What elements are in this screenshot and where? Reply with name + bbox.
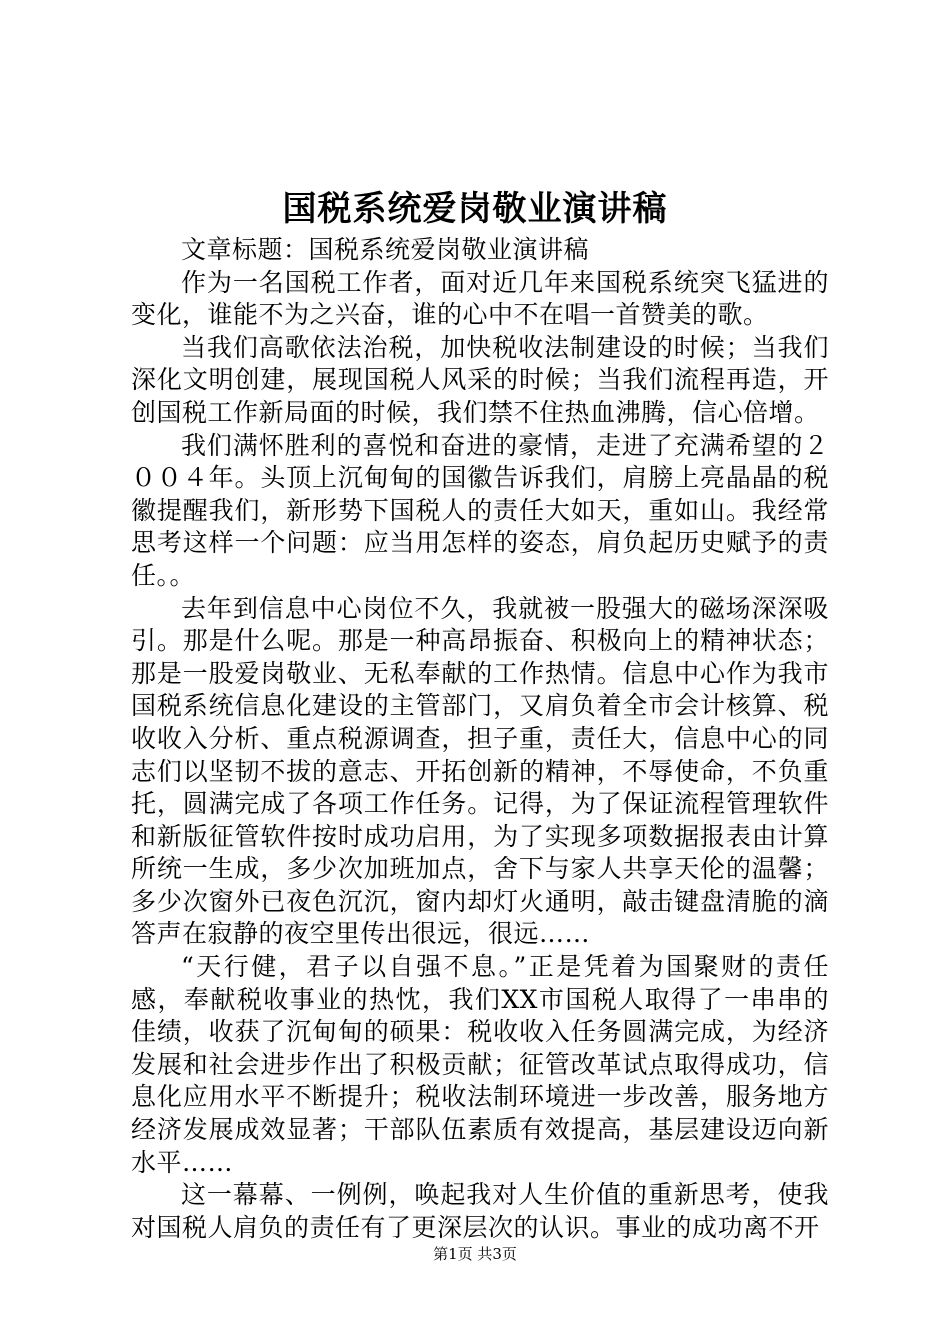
paragraph: 我们满怀胜利的喜悦和奋进的豪情，走进了充满希望的２００４年。头顶上沉甸甸的国徽告诉我们，肩膀上亮晶晶的税徽提醒我们，新形势下国税人的责任大如天，重如山。我经常思考这样一个问题：应当用怎样的姿态，肩负起历史赋予的责任。。 bbox=[131, 430, 829, 590]
paragraph: 文章标题：国税系统爱岗敬业演讲稿 bbox=[181, 235, 590, 264]
paragraph: 当我们高歌依法治税，加快税收法制建设的时候；当我们深化文明创建，展现国税人风采的时候；当我们流程再造，开创国税工作新局面的时候，我们禁不住热血沸腾，信心倍增。 bbox=[131, 332, 829, 427]
paragraph: 作为一名国税工作者，面对近几年来国税系统突飞猛进的变化，谁能不为之兴奋，谁的心中不在唱一首赞美的歌。 bbox=[131, 267, 829, 330]
paragraph: “天行健，君子以自强不息。”正是凭着为国聚财的责任感，奉献税收事业的热忱，我们XX市国税人取得了一串串的佳绩，收获了沉甸甸的硕果：税收收入任务圆满完成，为经济发展和社会进步作出了积极贡献；征管改革试点取得成功，信息化应用水平不断提升；税收法制环境进一步改善，服务地方经济发展成效显著；干部队伍素质有效提高，基层建设迈向新水平…… bbox=[131, 952, 829, 1177]
paragraph: 这一幕幕、一例例，唤起我对人生价值的重新思考，使我对国税人肩负的责任有了更深层次的认识。事业的成功离不开 bbox=[131, 1180, 829, 1242]
document-title: 国税系统爱岗敬业演讲稿 bbox=[282, 189, 668, 229]
paragraph: 去年到信息中心岗位不久，我就被一股强大的磁场深深吸引。那是什么呢。那是一种高昂振奋、积极向上的精神状态；那是一股爱岗敬业、无私奉献的工作热情。信息中心作为我市国税系统信息化建设的主管部门，又肩负着全市会计核算、税收收入分析、重点税源调查，担子重，责任大，信息中心的同志们以坚韧不拔的意志、开拓创新的精神，不辱使命，不负重托，圆满完成了各项工作任务。记得，为了保证流程管理软件和新版征管软件按时成功启用，为了实现多项数据报表由计算所统一生成，多少次加班加点，舍下与家人共享天伦的温馨；多少次窗外已夜色沉沉，窗内却灯火通明，敲击键盘清脆的滴答声在寂静的夜空里传出很远，很远…… bbox=[131, 593, 829, 949]
page-footer: 第1页 共3页 bbox=[433, 1245, 517, 1263]
document-body bbox=[131, 234, 829, 1244]
